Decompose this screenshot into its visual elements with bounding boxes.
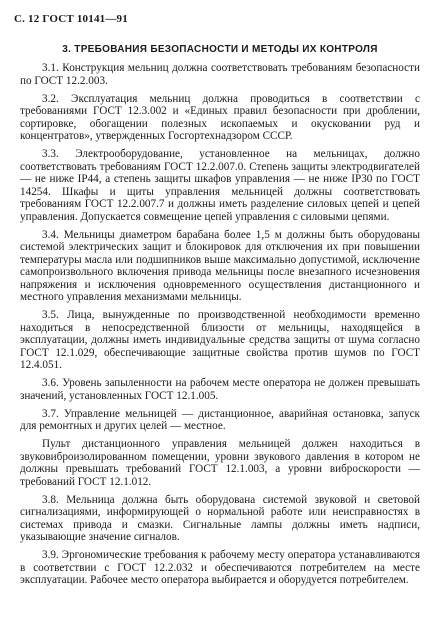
paragraph-3-9: 3.9. Эргономические требования к рабочему месту оператора устанавливаются в соответствии с ГОСТ 12.2.032 и обеспечиваются потребителем на месте эксплуатации. Рабочее место оператора выбирается и оборудуется потребителем.	[20, 549, 420, 586]
section-title: 3. ТРЕБОВАНИЯ БЕЗОПАСНОСТИ И МЕТОДЫ ИХ КОНТРОЛЯ	[62, 44, 378, 55]
paragraph-3-7-remote-panel: Пульт дистанционного управления мельницей должен находиться в звуковиброизолированном помещении, уровни звукового давления в котором не должны превышать требований ГОСТ 12.1.003, а уровни виброскорости — требований ГОСТ 12.1.012.	[20, 438, 420, 488]
paragraph-3-5: 3.5. Лица, вынужденные по производственной необходимости временно находиться в непосредственной близости от мельницы, находящейся в эксплуатации, должны иметь индивидуальные средства защиты от шума согласно ГОСТ 12.1.029, обеспечивающие защитные свойства против шумов по ГОСТ 12.4.051.	[20, 309, 420, 371]
paragraph-3-1: 3.1. Конструкция мельниц должна соответствовать требованиям безопасности по ГОСТ 12.2.003.	[20, 62, 420, 87]
paragraph-3-6: 3.6. Уровень запыленности на рабочем месте оператора не должен превышать значений, установленных ГОСТ 12.1.005.	[20, 377, 420, 402]
paragraph-3-7: 3.7. Управление мельницей — дистанционное, аварийная остановка, запуск для ремонтных и других целей — местное.	[20, 407, 420, 432]
section-body	[20, 62, 420, 592]
page-header: С. 12 ГОСТ 10141—91	[14, 13, 128, 25]
paragraph-3-4: 3.4. Мельницы диаметром барабана более 1,5 м должны быть оборудованы системой электрических защит и блокировок для отключения их при повышении температуры масла или подшипников выше максимально допустимой, исключение самопроизвольного включения привода мельницы после внезапного исчезновения напряжения и исключения одновременного осуществления дистанционного и местного управления механизмами мельницы.	[20, 228, 420, 303]
paragraph-3-8: 3.8. Мельница должна быть оборудована системой звуковой и световой сигнализациями, информирующей о нормальной работе или неисправностях в системах привода и смазки. Сигнальные лампы должны иметь надписи, указывающие значение сигналов.	[20, 493, 420, 543]
paragraph-3-2: 3.2. Эксплуатация мельниц должна проводиться в соответствии с требованиями ГОСТ 12.3.002 и «Единых правил безопасности при дроблении, сортировке, обогащении полезных ископаемых и окусковании руд и концентратов», утвержденных Госгортехнадзором СССР.	[20, 92, 420, 142]
paragraph-3-3: 3.3. Электрооборудование, установленное на мельницах, должно соответствовать требованиям ГОСТ 12.2.007.0. Степень защиты электродвигателей — не ниже IP44, а степень защиты шкафов управления — не ниже IP30 по ГОСТ 14254. Шкафы и щиты управления мельницей должны соответствовать требованиям ГОСТ 12.2.007.7 и должны иметь разделение силовых цепей и цепей управления. Допускается совмещение цепей управления с силовыми цепями.	[20, 148, 420, 223]
